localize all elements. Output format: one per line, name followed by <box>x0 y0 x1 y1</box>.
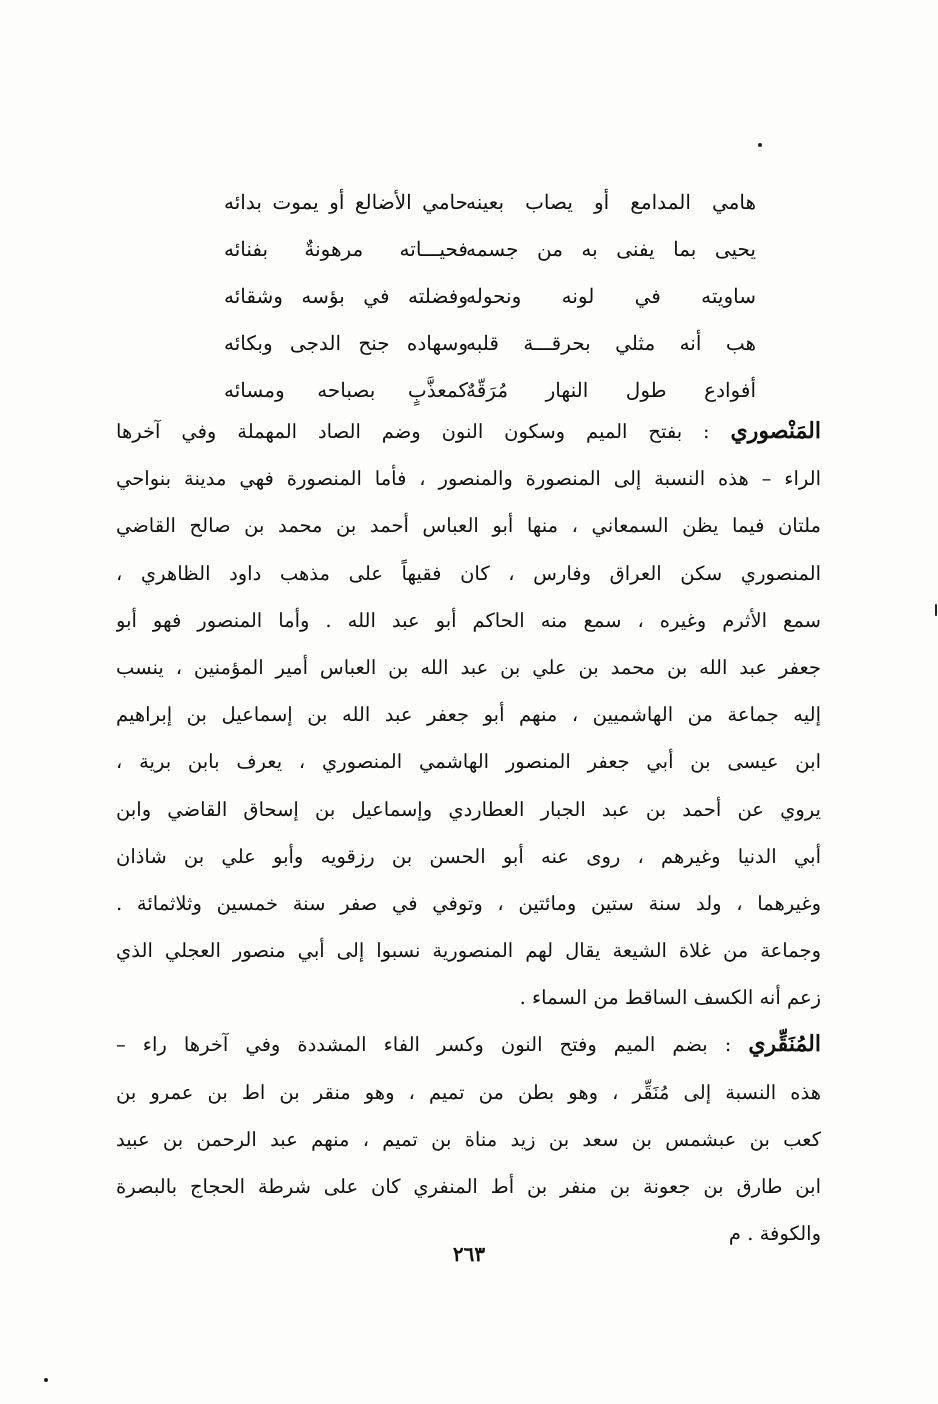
text-line: والكوفة . م <box>728 1222 821 1246</box>
text-line: زعم أنه الكسف الساقط من السماء . <box>519 986 821 1010</box>
page-number: ٢٦٣ <box>452 1242 486 1266</box>
text-line: ملتان فيما يظن السمعاني ، منها أبو العباس أحمد بن محمد بن صالح القاضي <box>116 514 821 538</box>
entry-heading: المَنْصوري <box>730 418 821 444</box>
verse-hemistich-left: فحيـــاته مرهونةٌ بفنائه <box>224 237 468 261</box>
text-line: يروي عن أحمد بن عبد الجبار العطاردي وإسماعيل بن إسحاق القاضي وابن <box>116 797 821 821</box>
text-line: هذه النسبة إلى مُنَقِّر ، وهو بطن من تميم ، وهو منقر بن اط بن عمرو بن <box>116 1080 821 1104</box>
text-line: وجماعة من غلاة الشيعة يقال لهم المنصورية نسبوا إلى أبي منصور العجلي الذي <box>116 939 821 963</box>
text-line <box>116 408 821 455</box>
verse-hemistich-right: يحيى بما يفنى به من جسمه <box>466 237 756 261</box>
verse-line <box>0 368 938 412</box>
entry-text: : بضم الميم وفتح النون وكسر الفاء المشددة وفي آخرها راء – <box>116 1033 732 1057</box>
entry-text: : بفتح الميم وسكون النون وضم الصاد المهملة وفي آخرها <box>116 420 710 443</box>
verse-hemistich-right: أفوادع طول النهار مُرَقّهٌ <box>466 378 756 402</box>
text-line: وغيرهما ، ولد سنة ستين ومائتين ، وتوفي في صفر سنة خمسين وثلاثمائة . <box>116 891 821 915</box>
entry-mansuri <box>116 408 821 1021</box>
verse-hemistich-left: كمعذَّبٍ بصباحه ومسائه <box>224 378 468 402</box>
text-line: أبي الدنيا وغيرهم ، روى عنه أبو الحسن بن رزقويه وأبو علي بن شاذان <box>116 844 821 868</box>
scan-speck <box>935 604 937 616</box>
verse-line <box>0 274 938 318</box>
verse-hemistich-left: وفضلته في بؤسه وشقائه <box>224 284 468 308</box>
verse-hemistich-left: وسهاده جنح الدجى وبكائه <box>224 331 468 355</box>
scan-speck <box>758 143 762 147</box>
prose-body <box>116 408 821 1257</box>
text-line: ابن عيسى بن أبي جعفر المنصور الهاشمي المنصوري ، يعرف بابن برية ، <box>116 750 821 774</box>
verse-line <box>0 321 938 365</box>
verse-line <box>0 227 938 271</box>
verse-line <box>0 180 938 224</box>
entry-munqari <box>116 1021 821 1257</box>
text-line: الراء – هذه النسبة إلى المنصورة والمنصور ، فأما المنصورة فهي مدينة بنواحي <box>116 467 821 491</box>
text-line <box>116 1021 821 1068</box>
entry-heading: المُنَقِّري <box>748 1031 821 1058</box>
verse-hemistich-left: حامي الأضالع أو يموت بدائه <box>224 190 468 214</box>
scan-speck <box>44 1378 48 1382</box>
text-line: سمع الأثرم وغيره ، سمع منه الحاكم أبو عبد الله . وأما المنصور فهو أبو <box>116 608 821 632</box>
text-line: إليه جماعة من الهاشميين ، منهم أبو جعفر عبد الله بن إسماعيل بن إبراهيم <box>116 703 821 727</box>
verse-hemistich-right: هب أنه مثلي بحرقـــة قلبه <box>466 331 756 355</box>
text-line: جعفر عبد الله بن محمد بن علي بن عبد الله بن العباس أمير المؤمنين ، ينسب <box>116 655 821 679</box>
text-line: كعب بن عبشمس بن سعد بن زيد مناة بن تميم ، منهم عبد الرحمن بن عبيد <box>116 1127 821 1151</box>
verse-hemistich-right: ساويته في لونه ونحوله <box>466 284 756 308</box>
text-line: المنصوري سكن العراق وفارس ، كان فقيهاً على مذهب داود الظاهري ، <box>116 561 821 585</box>
verse-hemistich-right: هامي المدامع أو يصاب بعينه <box>466 190 756 214</box>
text-line: ابن طارق بن جعونة بن منفر بن أط المنفري كان على شرطة الحجاج بالبصرة <box>116 1175 821 1198</box>
